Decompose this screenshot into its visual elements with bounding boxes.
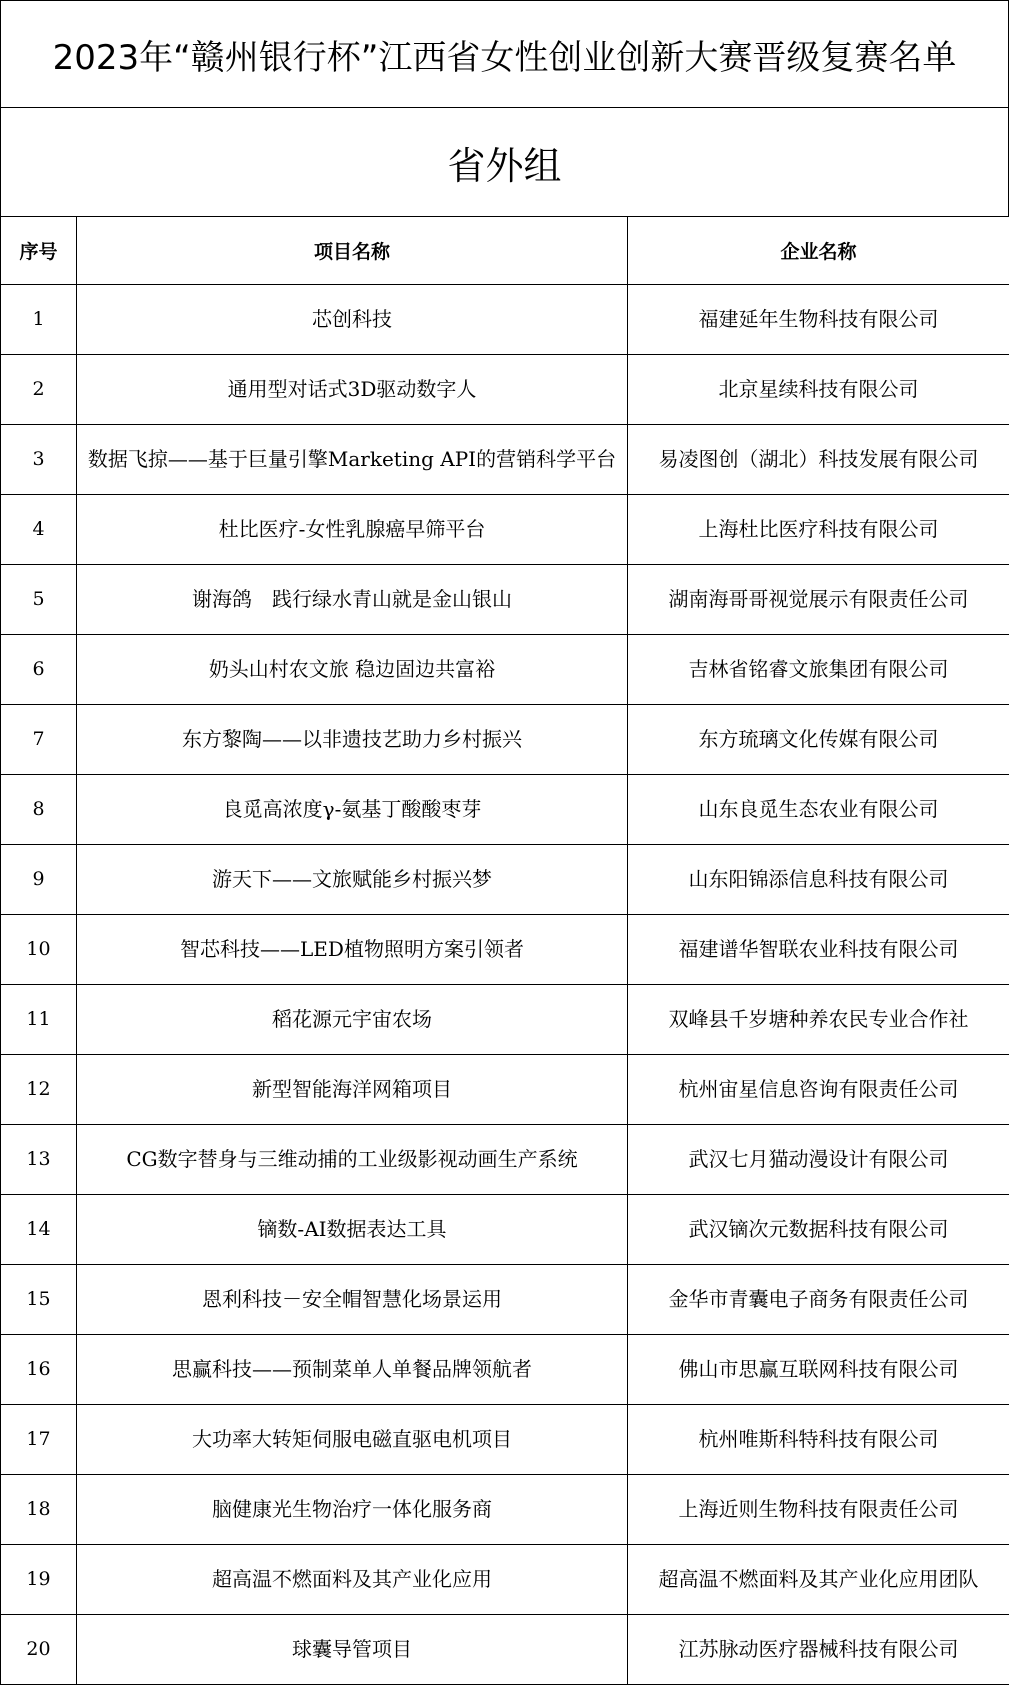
row-company-name: 易凌图创（湖北）科技发展有限公司 [628, 425, 1009, 495]
row-company-name: 吉林省铭睿文旅集团有限公司 [628, 635, 1009, 705]
table-row [1, 1475, 1009, 1545]
document-title: 2023年“赣州银行杯”江西省女性创业创新大赛晋级复赛名单 [0, 0, 1009, 108]
row-company-name: 双峰县千岁塘种养农民专业合作社 [628, 985, 1009, 1055]
row-company-name: 山东良觅生态农业有限公司 [628, 775, 1009, 845]
row-project-name: 谢海鸽 践行绿水青山就是金山银山 [77, 565, 628, 635]
row-seq: 15 [1, 1265, 77, 1335]
table-row [1, 635, 1009, 705]
table-row [1, 1125, 1009, 1195]
row-company-name: 上海近则生物科技有限责任公司 [628, 1475, 1009, 1545]
table-row [1, 1405, 1009, 1475]
row-seq: 1 [1, 285, 77, 355]
row-company-name: 山东阳锦添信息科技有限公司 [628, 845, 1009, 915]
row-company-name: 杭州宙星信息咨询有限责任公司 [628, 1055, 1009, 1125]
group-heading: 省外组 [0, 108, 1009, 216]
row-seq: 19 [1, 1545, 77, 1615]
row-seq: 10 [1, 915, 77, 985]
row-seq: 14 [1, 1195, 77, 1265]
table-row [1, 425, 1009, 495]
row-company-name: 武汉镝次元数据科技有限公司 [628, 1195, 1009, 1265]
row-company-name: 杭州唯斯科特科技有限公司 [628, 1405, 1009, 1475]
table-row [1, 775, 1009, 845]
table-row [1, 1545, 1009, 1615]
row-seq: 16 [1, 1335, 77, 1405]
row-project-name: 通用型对话式3D驱动数字人 [77, 355, 628, 425]
row-seq: 2 [1, 355, 77, 425]
row-project-name: 芯创科技 [77, 285, 628, 355]
row-project-name: 大功率大转矩伺服电磁直驱电机项目 [77, 1405, 628, 1475]
table-row [1, 285, 1009, 355]
table-row [1, 705, 1009, 775]
row-seq: 12 [1, 1055, 77, 1125]
row-project-name: 镝数-AI数据表达工具 [77, 1195, 628, 1265]
table-row [1, 1615, 1009, 1685]
row-company-name: 佛山市思赢互联网科技有限公司 [628, 1335, 1009, 1405]
header-company-name: 企业名称 [628, 217, 1009, 285]
row-seq: 3 [1, 425, 77, 495]
table-header-row [1, 217, 1009, 285]
table-row [1, 355, 1009, 425]
row-project-name: 东方黎陶——以非遗技艺助力乡村振兴 [77, 705, 628, 775]
row-project-name: 良觅高浓度γ-氨基丁酸酸枣芽 [77, 775, 628, 845]
row-seq: 8 [1, 775, 77, 845]
header-project-name: 项目名称 [77, 217, 628, 285]
row-project-name: 超高温不燃面料及其产业化应用 [77, 1545, 628, 1615]
row-project-name: 脑健康光生物治疗一体化服务商 [77, 1475, 628, 1545]
row-seq: 7 [1, 705, 77, 775]
row-seq: 17 [1, 1405, 77, 1475]
row-company-name: 湖南海哥哥视觉展示有限责任公司 [628, 565, 1009, 635]
row-company-name: 超高温不燃面料及其产业化应用团队 [628, 1545, 1009, 1615]
table-row [1, 915, 1009, 985]
row-project-name: 奶头山村农文旅 稳边固边共富裕 [77, 635, 628, 705]
table-row [1, 1265, 1009, 1335]
header-seq: 序号 [1, 217, 77, 285]
row-seq: 4 [1, 495, 77, 565]
row-seq: 13 [1, 1125, 77, 1195]
row-seq: 11 [1, 985, 77, 1055]
row-seq: 5 [1, 565, 77, 635]
row-seq: 18 [1, 1475, 77, 1545]
row-project-name: 智芯科技——LED植物照明方案引领者 [77, 915, 628, 985]
table-row [1, 565, 1009, 635]
table-row [1, 1055, 1009, 1125]
row-company-name: 东方琉璃文化传媒有限公司 [628, 705, 1009, 775]
row-seq: 6 [1, 635, 77, 705]
table-row [1, 845, 1009, 915]
table-row [1, 1195, 1009, 1265]
row-project-name: 稻花源元宇宙农场 [77, 985, 628, 1055]
table-row [1, 1335, 1009, 1405]
row-project-name: 思赢科技——预制菜单人单餐品牌领航者 [77, 1335, 628, 1405]
row-seq: 9 [1, 845, 77, 915]
row-seq: 20 [1, 1615, 77, 1685]
row-company-name: 福建谱华智联农业科技有限公司 [628, 915, 1009, 985]
finalist-table [0, 216, 1009, 1685]
row-company-name: 上海杜比医疗科技有限公司 [628, 495, 1009, 565]
table-row [1, 495, 1009, 565]
row-project-name: CG数字替身与三维动捕的工业级影视动画生产系统 [77, 1125, 628, 1195]
row-company-name: 武汉七月猫动漫设计有限公司 [628, 1125, 1009, 1195]
row-project-name: 数据飞掠——基于巨量引擎Marketing API的营销科学平台 [77, 425, 628, 495]
row-company-name: 江苏脉动医疗器械科技有限公司 [628, 1615, 1009, 1685]
row-company-name: 金华市青囊电子商务有限责任公司 [628, 1265, 1009, 1335]
row-project-name: 恩利科技－安全帽智慧化场景运用 [77, 1265, 628, 1335]
table-row [1, 985, 1009, 1055]
row-company-name: 北京星续科技有限公司 [628, 355, 1009, 425]
row-project-name: 游天下——文旅赋能乡村振兴梦 [77, 845, 628, 915]
row-project-name: 新型智能海洋网箱项目 [77, 1055, 628, 1125]
row-project-name: 杜比医疗-女性乳腺癌早筛平台 [77, 495, 628, 565]
row-company-name: 福建延年生物科技有限公司 [628, 285, 1009, 355]
row-project-name: 球囊导管项目 [77, 1615, 628, 1685]
